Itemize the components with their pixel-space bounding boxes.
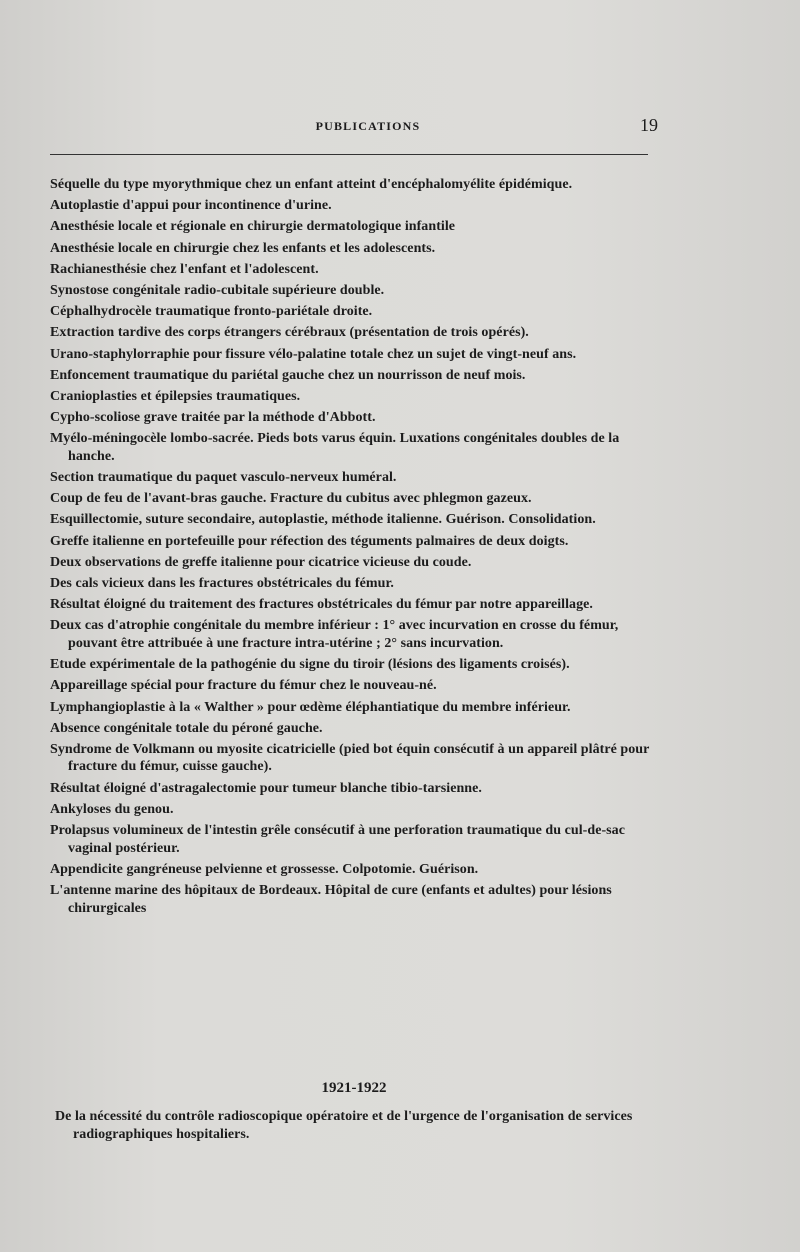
publication-entry: Synostose congénitale radio-cubitale supérieure double.	[50, 282, 385, 298]
publication-entry: Résultat éloigné d'astragalectomie pour tumeur blanche tibio-tarsienne.	[50, 780, 482, 796]
publication-entry: Appareillage spécial pour fracture du fémur chez le nouveau-né.	[50, 678, 437, 694]
publication-entry: Deux cas d'atrophie congénitale du membre inférieur : 1° avec incurvation en crosse du fémur, pouvant être attribuée à une fracture intra-utérine ; 2° sans incurvation.	[50, 618, 619, 651]
header-rule	[50, 154, 648, 156]
publication-entry: Section traumatique du paquet vasculo-nerveux huméral.	[50, 470, 397, 486]
publication-entry: Myélo-méningocèle lombo-sacrée. Pieds bots varus équin. Luxations congénitales doubles de la hanche.	[50, 431, 620, 464]
publication-entry: Esquillectomie, suture secondaire, autoplastie, méthode italienne. Guérison. Consolidation.	[50, 512, 596, 528]
publication-entry: Cypho-scoliose grave traitée par la méthode d'Abbott.	[50, 410, 376, 426]
publication-entry: Syndrome de Volkmann ou myosite cicatricielle (pied bot équin consécutif à un appareil plâtré pour fracture du fémur, cuisse gauche).	[50, 741, 650, 775]
publication-entry: Cranioplasties et épilepsies traumatiques.	[50, 388, 301, 404]
running-head: PUBLICATIONS	[315, 119, 421, 133]
publication-entry: Autoplastie d'appui pour incontinence d'urine.	[50, 198, 332, 214]
publication-entry: Prolapsus volumineux de l'intestin grêle consécutif à une perforation traumatique du cul-de-sac vaginal postérieur.	[50, 823, 625, 856]
year-heading: 1921-1922	[321, 1080, 387, 1096]
publication-entry: Extraction tardive des corps étrangers cérébraux (présentation de trois opérés).	[50, 325, 529, 341]
publication-list	[50, 176, 656, 921]
publication-entry: L'antenne marine des hôpitaux de Bordeaux. Hôpital de cure (enfants et adultes) pour lésions chirurgicales	[50, 883, 612, 916]
publication-entry: Céphalhydrocèle traumatique fronto-pariétale droite.	[50, 304, 373, 320]
publication-entry: Anesthésie locale et régionale en chirurgie dermatologique infantile	[50, 219, 456, 235]
publication-entry: Ankyloses du genou.	[50, 801, 174, 817]
publication-entry: Urano-staphylorraphie pour fissure vélo-palatine totale chez un sujet de vingt-neuf ans.	[50, 346, 577, 362]
publication-entry: Etude expérimentale de la pathogénie du signe du tiroir (lésions des ligaments croisés).	[50, 657, 570, 673]
publication-entry: Lymphangioplastie à la « Walther » pour œdème éléphantiatique du membre inférieur.	[50, 699, 571, 715]
page-number: 19	[640, 115, 658, 135]
publication-entry: Enfoncement traumatique du pariétal gauche chez un nourrisson de neuf mois.	[50, 367, 526, 383]
publication-entry: Rachianesthésie chez l'enfant et l'adolescent.	[50, 261, 319, 277]
page-header	[48, 115, 658, 141]
publication-entry: Résultat éloigné du traitement des fractures obstétricales du fémur par notre appareillage.	[50, 597, 593, 613]
publication-entry: De la nécessité du contrôle radioscopique opératoire et de l'urgence de l'organisation de services radiographiques hospitaliers.	[55, 1109, 633, 1142]
publication-entry: Deux observations de greffe italienne pour cicatrice vicieuse du coude.	[50, 554, 472, 570]
publication-entry: Des cals vicieux dans les fractures obstétricales du fémur.	[50, 575, 394, 591]
publication-entry: Anesthésie locale en chirurgie chez les enfants et les adolescents.	[50, 240, 436, 256]
publication-entry: Séquelle du type myorythmique chez un enfant atteint d'encéphalomyélite épidémique.	[50, 177, 573, 192]
publication-list-1921	[55, 1108, 661, 1147]
publication-entry: Appendicite gangréneuse pelvienne et grossesse. Colpotomie. Guérison.	[50, 861, 479, 877]
publication-entry: Coup de feu de l'avant-bras gauche. Fracture du cubitus avec phlegmon gazeux.	[50, 491, 532, 507]
publication-entry: Greffe italienne en portefeuille pour réfection des téguments palmaires de deux doigts.	[50, 533, 569, 549]
publication-entry: Absence congénitale totale du péroné gauche.	[50, 720, 323, 736]
